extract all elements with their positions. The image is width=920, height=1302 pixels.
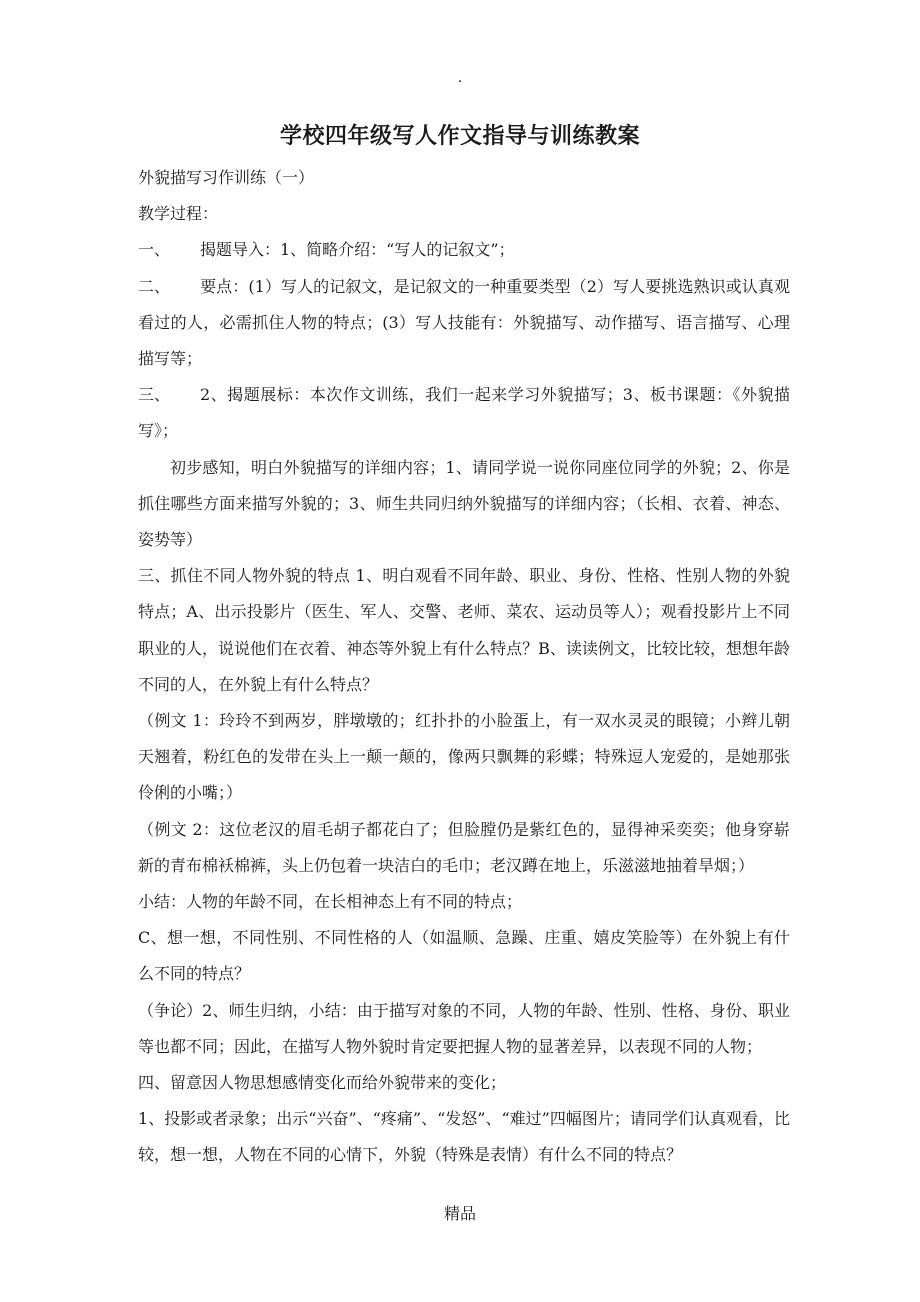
paragraph-section-4: 四、留意因人物思想感情变化而给外貌带来的变化； xyxy=(138,1073,507,1093)
paragraph-perception: 初步感知，明白外貌描写的详细内容；1、请同学说一说你同座位同学的外貌；2、你是抓住哪些方面来描写外貌的；3、师生共同归纳外貌描写的详细内容；（长相、衣着、神态、姿势等） xyxy=(138,457,790,550)
paragraph-think: C、想一想，不同性别、不同性格的人（如温顺、急躁、庄重、嬉皮笑脸等）在外貌上有什么不同的特点？ xyxy=(138,928,790,984)
header-mark: . xyxy=(457,70,463,86)
section-3 xyxy=(138,377,790,449)
section-1-number: 一、 xyxy=(138,240,171,260)
section-2 xyxy=(138,269,790,378)
document-title: 学校四年级写人作文指导与训练教案 xyxy=(279,123,640,149)
section-1-text: 揭题导入：1、简略介绍：“写人的记叙文”； xyxy=(200,240,515,260)
paragraph-features: 三、抓住不同人物外貌的特点 1、明白观看不同年龄、职业、身份、性格、性别人物的外貌特点；A、出示投影片（医生、军人、交警、老师、菜农、运动员等人）；观看投影片上不同职业的人，说说他们在衣着、神态等外貌上有什么特点？B、读读例文，比较比较，想想年龄不同的人，在外貌上有什么特点？ xyxy=(138,566,790,694)
paragraph-example-2: （例文 2：这位老汉的眉毛胡子都花白了；但脸膛仍是紫红色的，显得神采奕奕；他身穿崭新的青布棉袄棉裤，头上仍包着一块洁白的毛巾；老汉蹲在地上，乐滋滋地抽着旱烟；） xyxy=(138,819,790,875)
section-2-text: 要点：(1）写人的记叙文，是记叙文的一种重要类型（2）写人要挑选熟识或认真观看过的人，必需抓住人物的特点；(3）写人技能有：外貌描写、动作描写、语言描写、心理描写等； xyxy=(138,276,790,369)
paragraph-example-1: （例文 1：玲玲不到两岁，胖墩墩的；红扑扑的小脸蛋上，有一双水灵灵的眼镜；小辫儿朝天翘着，粉红色的发带在头上一颠一颠的，像两只飘舞的彩蝶；特殊逗人宠爱的，是她那张伶俐的小嘴；） xyxy=(138,711,790,803)
paragraph-projection: 1、投影或者录象；出示“兴奋”、“疼痛”、“发怒”、“难过”四幅图片；请同学们认真观看，比较，想一想，人物在不同的心情下，外貌（特殊是表情）有什么不同的特点？ xyxy=(138,1109,790,1165)
paragraph-summary: 小结：人物的年龄不同，在长相神态上有不同的特点； xyxy=(138,892,523,912)
section-1 xyxy=(138,232,790,268)
paragraph-discussion: （争论）2、师生归纳，小结：由于描写对象的不同，人物的年龄、性别、性格、身份、职业等也都不同；因此，在描写人物外貌时肯定要把握人物的显著差异，以表现不同的人物； xyxy=(138,1000,790,1056)
section-3-text: 2、揭题展标：本次作文训练，我们一起来学习外貌描写；3、板书课题：《外貌描写》； xyxy=(138,385,790,441)
process-label: 教学过程： xyxy=(138,204,219,224)
footer-label: 精品 xyxy=(443,1204,476,1223)
subtitle: 外貌描写习作训练（一） xyxy=(138,168,315,187)
section-3-number: 三、 xyxy=(138,385,171,405)
section-2-number: 二、 xyxy=(138,276,171,296)
document-body xyxy=(138,160,790,1174)
